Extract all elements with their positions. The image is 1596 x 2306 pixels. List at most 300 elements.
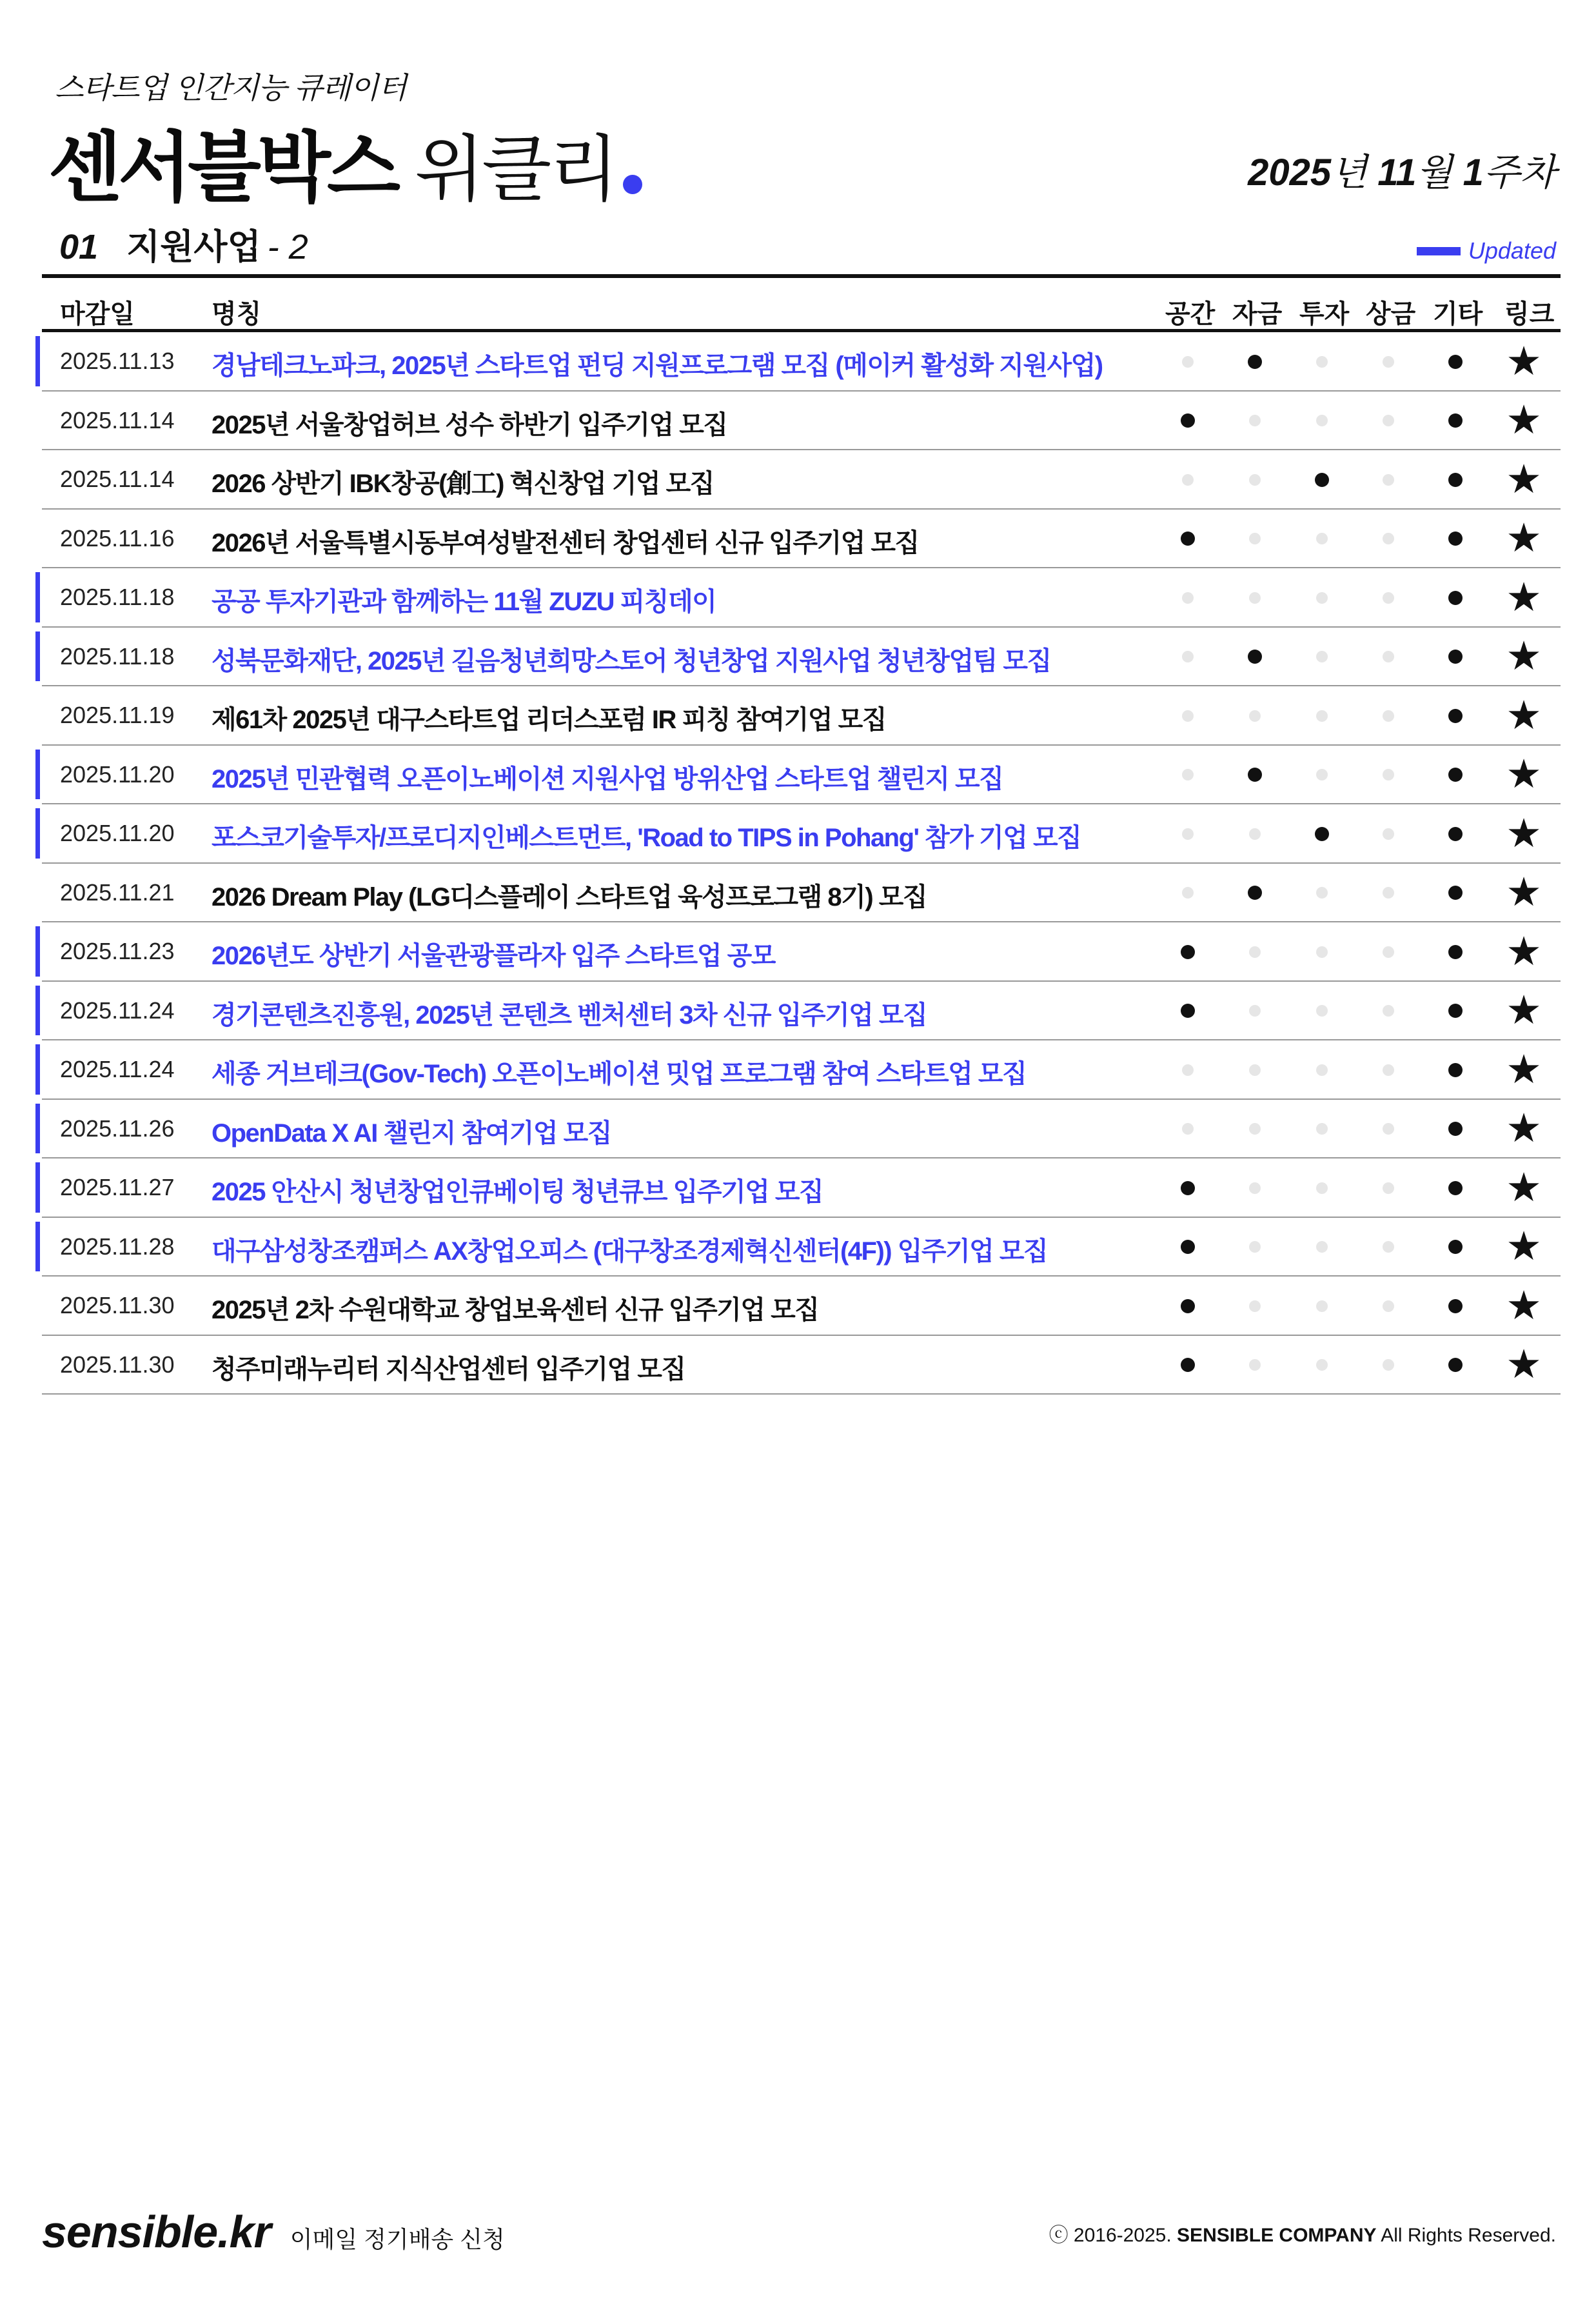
filled-dot-icon: [1181, 532, 1195, 546]
empty-dot-icon: [1182, 474, 1194, 486]
row-deadline: 2025.11.20: [60, 760, 175, 788]
empty-dot-icon: [1316, 1182, 1328, 1194]
row-deadline: 2025.11.18: [60, 584, 175, 610]
star-link-icon[interactable]: ★: [1506, 457, 1542, 502]
star-link-icon[interactable]: ★: [1506, 575, 1542, 620]
row-prize-cell: [1369, 628, 1408, 687]
empty-dot-icon: [1249, 474, 1261, 486]
row-prize-cell: [1369, 392, 1408, 451]
row-invest-cell: [1303, 628, 1341, 687]
empty-dot-icon: [1383, 1005, 1394, 1017]
row-link-cell[interactable]: [1504, 922, 1543, 982]
empty-dot-icon: [1383, 592, 1394, 604]
star-link-icon[interactable]: ★: [1506, 1283, 1542, 1328]
table-row: [42, 568, 1561, 628]
empty-dot-icon: [1383, 1064, 1394, 1076]
table-row: [42, 1158, 1561, 1218]
issue-month: 11: [1377, 152, 1417, 194]
filled-dot-icon: [1181, 1358, 1195, 1372]
row-invest-cell: [1303, 1158, 1341, 1218]
empty-dot-icon: [1316, 356, 1328, 368]
row-etc-cell: [1436, 1040, 1475, 1100]
accent-dot: [623, 175, 642, 194]
row-fund-cell: [1236, 1158, 1274, 1218]
row-link-cell[interactable]: [1504, 1336, 1543, 1395]
row-link-cell[interactable]: [1504, 568, 1543, 628]
empty-dot-icon: [1316, 1241, 1328, 1253]
row-etc-cell: [1436, 450, 1475, 510]
star-link-icon[interactable]: ★: [1506, 1165, 1542, 1210]
row-prize-cell: [1369, 804, 1408, 864]
row-link-cell[interactable]: [1504, 450, 1543, 510]
filled-dot-icon: [1248, 886, 1262, 900]
empty-dot-icon: [1182, 887, 1194, 899]
row-invest-cell: [1303, 1336, 1341, 1395]
issue-year: 2025: [1248, 152, 1332, 194]
filled-dot-icon: [1448, 650, 1463, 664]
row-fund-cell: [1236, 450, 1274, 510]
star-link-icon[interactable]: ★: [1506, 1047, 1542, 1092]
star-link-icon[interactable]: ★: [1506, 1106, 1542, 1151]
row-space-cell: [1168, 804, 1207, 864]
row-space-cell: [1168, 746, 1207, 805]
brand-title: 센서블박스: [48, 126, 397, 211]
row-prize-cell: [1369, 450, 1408, 510]
filled-dot-icon: [1181, 1299, 1195, 1313]
empty-dot-icon: [1316, 1123, 1328, 1135]
row-link-cell[interactable]: [1504, 628, 1543, 687]
row-invest-cell: [1303, 392, 1341, 451]
filled-dot-icon: [1315, 473, 1329, 487]
row-invest-cell: [1303, 1277, 1341, 1336]
empty-dot-icon: [1249, 415, 1261, 426]
table-row: [42, 510, 1561, 569]
masthead: [48, 106, 642, 211]
subscribe-link[interactable]: 이메일 정기배송 신청: [290, 2226, 505, 2252]
row-deadline: 2025.11.14: [60, 466, 175, 492]
row-program-name: 2025년 서울창업허브 성수 하반기 입주기업 모집: [212, 410, 727, 439]
table-row: [42, 450, 1561, 510]
empty-dot-icon: [1383, 1359, 1394, 1371]
filled-dot-icon: [1181, 945, 1195, 959]
empty-dot-icon: [1383, 1182, 1394, 1194]
row-etc-cell: [1436, 1100, 1475, 1159]
row-deadline: 2025.11.24: [60, 1056, 175, 1082]
empty-dot-icon: [1249, 1005, 1261, 1017]
section-number: 01: [59, 228, 99, 266]
row-program-name: 공공 투자기관과 함께하는 11월 ZUZU 피칭데이: [212, 588, 716, 616]
empty-dot-icon: [1383, 533, 1394, 544]
row-invest-cell: [1303, 450, 1341, 510]
empty-dot-icon: [1383, 356, 1394, 368]
filled-dot-icon: [1248, 355, 1262, 369]
row-deadline: 2025.11.26: [60, 1115, 175, 1142]
row-fund-cell: [1236, 982, 1274, 1041]
row-invest-cell: [1303, 332, 1341, 392]
row-link-cell[interactable]: [1504, 1277, 1543, 1336]
row-space-cell: [1168, 1336, 1207, 1395]
filled-dot-icon: [1448, 413, 1463, 428]
row-space-cell: [1168, 1100, 1207, 1159]
empty-dot-icon: [1316, 887, 1328, 899]
row-fund-cell: [1236, 804, 1274, 864]
section-heading: [59, 219, 308, 269]
empty-dot-icon: [1316, 415, 1328, 426]
filled-dot-icon: [1448, 768, 1463, 782]
empty-dot-icon: [1249, 1359, 1261, 1371]
row-link-cell[interactable]: [1504, 1100, 1543, 1159]
filled-dot-icon: [1248, 650, 1262, 664]
empty-dot-icon: [1249, 1241, 1261, 1253]
table-row: [42, 392, 1561, 451]
row-invest-cell: [1303, 982, 1341, 1041]
table-row: [42, 1218, 1561, 1277]
row-fund-cell: [1236, 1100, 1274, 1159]
empty-dot-icon: [1182, 710, 1194, 722]
row-link-cell[interactable]: [1504, 1158, 1543, 1218]
col-deadline: 마감일: [60, 300, 135, 328]
table-row: [42, 922, 1561, 982]
filled-dot-icon: [1181, 1181, 1195, 1195]
row-space-cell: [1168, 392, 1207, 451]
col-prize: 상금: [1366, 300, 1416, 328]
row-program-name: 2025년 2차 수원대학교 창업보육센터 신규 입주기업 모집: [212, 1296, 819, 1324]
row-program-name: 세종 거브테크(Gov-Tech) 오픈이노베이션 밋업 프로그램 참여 스타트업 모집: [212, 1060, 1027, 1088]
filled-dot-icon: [1448, 1063, 1463, 1077]
star-link-icon[interactable]: ★: [1506, 870, 1542, 915]
table-row: [42, 864, 1561, 923]
row-link-cell[interactable]: [1504, 746, 1543, 805]
empty-dot-icon: [1182, 828, 1194, 840]
row-link-cell[interactable]: [1504, 1040, 1543, 1100]
copyright-rights: All Rights Reserved.: [1381, 2225, 1556, 2246]
row-prize-cell: [1369, 982, 1408, 1041]
col-etc: 기타: [1433, 300, 1483, 328]
empty-dot-icon: [1249, 533, 1261, 544]
row-deadline: 2025.11.30: [60, 1351, 175, 1378]
row-program-name: 포스코기술투자/프로디지인베스트먼트, 'Road to TIPS in Pohang' 참가 기업 모집: [212, 824, 1081, 852]
empty-dot-icon: [1316, 1005, 1328, 1017]
star-link-icon[interactable]: ★: [1506, 398, 1542, 443]
row-prize-cell: [1369, 864, 1408, 923]
row-prize-cell: [1369, 686, 1408, 746]
table-row: [42, 686, 1561, 746]
table-body: [42, 332, 1561, 1395]
filled-dot-icon: [1448, 1358, 1463, 1372]
row-invest-cell: [1303, 804, 1341, 864]
row-etc-cell: [1436, 1336, 1475, 1395]
empty-dot-icon: [1249, 710, 1261, 722]
filled-dot-icon: [1448, 355, 1463, 369]
row-fund-cell: [1236, 628, 1274, 687]
row-space-cell: [1168, 568, 1207, 628]
row-invest-cell: [1303, 510, 1341, 569]
empty-dot-icon: [1316, 651, 1328, 662]
site-link[interactable]: sensible.kr: [42, 2207, 271, 2257]
row-space-cell: [1168, 332, 1207, 392]
row-deadline: 2025.11.13: [60, 348, 175, 374]
row-program-name: 경남테크노파크, 2025년 스타트업 펀딩 지원프로그램 모집 (메이커 활성화 지원사업): [212, 352, 1103, 380]
empty-dot-icon: [1316, 1359, 1328, 1371]
table-row: [42, 332, 1561, 392]
row-link-cell[interactable]: [1504, 864, 1543, 923]
filled-dot-icon: [1448, 1122, 1463, 1136]
filled-dot-icon: [1448, 591, 1463, 605]
row-deadline: 2025.11.16: [60, 524, 175, 552]
row-fund-cell: [1236, 1336, 1274, 1395]
row-link-cell[interactable]: [1504, 1218, 1543, 1277]
empty-dot-icon: [1182, 356, 1194, 368]
issue-week: 1: [1463, 152, 1484, 194]
row-deadline: 2025.11.14: [60, 406, 175, 433]
issue-year-suffix: 년: [1331, 152, 1368, 194]
table-header: [42, 274, 1561, 332]
row-prize-cell: [1369, 1277, 1408, 1336]
filled-dot-icon: [1181, 1004, 1195, 1018]
row-program-name: 2026년도 상반기 서울관광플라자 입주 스타트업 공모: [212, 942, 775, 970]
row-invest-cell: [1303, 864, 1341, 923]
row-program-name: 2026년 서울특별시동부여성발전센터 창업센터 신규 입주기업 모집: [212, 528, 919, 557]
row-program-name: 2026 Dream Play (LG디스플레이 스타트업 육성프로그램 8기) 모집: [212, 882, 927, 911]
row-program-name: 성북문화재단, 2025년 길음청년희망스토어 청년창업 지원사업 청년창업팀 모집: [212, 646, 1051, 675]
filled-dot-icon: [1181, 1240, 1195, 1254]
row-space-cell: [1168, 1218, 1207, 1277]
filled-dot-icon: [1448, 1240, 1463, 1254]
row-etc-cell: [1436, 568, 1475, 628]
filled-dot-icon: [1448, 532, 1463, 546]
row-space-cell: [1168, 1040, 1207, 1100]
row-etc-cell: [1436, 922, 1475, 982]
row-space-cell: [1168, 1158, 1207, 1218]
row-program-name: 2026 상반기 IBK창공(創工) 혁신창업 기업 모집: [212, 470, 714, 498]
row-program-name: 2025년 민관협력 오픈이노베이션 지원사업 방위산업 스타트업 챌린지 모집: [212, 764, 1003, 793]
row-deadline: 2025.11.27: [60, 1174, 175, 1200]
row-etc-cell: [1436, 332, 1475, 392]
row-fund-cell: [1236, 864, 1274, 923]
empty-dot-icon: [1182, 592, 1194, 604]
row-prize-cell: [1369, 1158, 1408, 1218]
row-program-name: 대구삼성창조캠퍼스 AX창업오피스 (대구창조경제혁신센터(4F)) 입주기업 모집: [212, 1237, 1048, 1266]
row-space-cell: [1168, 510, 1207, 569]
empty-dot-icon: [1316, 710, 1328, 722]
issue-label: [1248, 142, 1556, 196]
empty-dot-icon: [1249, 1064, 1261, 1076]
row-prize-cell: [1369, 1100, 1408, 1159]
filled-dot-icon: [1448, 1004, 1463, 1018]
row-etc-cell: [1436, 804, 1475, 864]
row-prize-cell: [1369, 746, 1408, 805]
row-prize-cell: [1369, 332, 1408, 392]
row-fund-cell: [1236, 568, 1274, 628]
empty-dot-icon: [1316, 533, 1328, 544]
row-fund-cell: [1236, 1277, 1274, 1336]
row-etc-cell: [1436, 392, 1475, 451]
star-link-icon[interactable]: ★: [1506, 339, 1542, 384]
filled-dot-icon: [1448, 827, 1463, 841]
empty-dot-icon: [1249, 1182, 1261, 1194]
row-invest-cell: [1303, 1040, 1341, 1100]
filled-dot-icon: [1448, 1181, 1463, 1195]
row-program-name: 경기콘텐츠진흥원, 2025년 콘텐츠 벤처센터 3차 신규 입주기업 모집: [212, 1000, 927, 1029]
section-title: 지원사업: [126, 228, 261, 266]
row-prize-cell: [1369, 1218, 1408, 1277]
updated-legend-label: Updated: [1468, 237, 1556, 264]
row-prize-cell: [1369, 1040, 1408, 1100]
row-program-name: 제61차 2025년 대구스타트업 리더스포럼 IR 피칭 참여기업 모집: [212, 706, 886, 734]
copyright: [1049, 2219, 1556, 2247]
empty-dot-icon: [1249, 828, 1261, 840]
row-link-cell[interactable]: [1504, 982, 1543, 1041]
tagline: 스타트업 인간지능 큐레이터: [55, 71, 406, 104]
empty-dot-icon: [1383, 946, 1394, 958]
table-row: [42, 1040, 1561, 1100]
row-fund-cell: [1236, 1040, 1274, 1100]
row-etc-cell: [1436, 628, 1475, 687]
empty-dot-icon: [1249, 1123, 1261, 1135]
row-deadline: 2025.11.28: [60, 1233, 175, 1260]
row-space-cell: [1168, 922, 1207, 982]
empty-dot-icon: [1249, 592, 1261, 604]
row-fund-cell: [1236, 510, 1274, 569]
empty-dot-icon: [1316, 769, 1328, 780]
row-link-cell[interactable]: [1504, 686, 1543, 746]
table-row: [42, 804, 1561, 864]
row-fund-cell: [1236, 686, 1274, 746]
table-row: [42, 1100, 1561, 1159]
row-etc-cell: [1436, 510, 1475, 569]
empty-dot-icon: [1182, 1123, 1194, 1135]
star-link-icon[interactable]: ★: [1506, 1224, 1542, 1269]
empty-dot-icon: [1383, 651, 1394, 662]
col-link: 링크: [1504, 300, 1555, 328]
row-program-name: 청주미래누리터 지식산업센터 입주기업 모집: [212, 1355, 685, 1384]
row-invest-cell: [1303, 922, 1341, 982]
star-link-icon[interactable]: ★: [1506, 929, 1542, 974]
empty-dot-icon: [1383, 887, 1394, 899]
row-etc-cell: [1436, 1277, 1475, 1336]
empty-dot-icon: [1182, 769, 1194, 780]
col-invest: 투자: [1299, 300, 1350, 328]
col-name: 명칭: [212, 300, 262, 328]
table-row: [42, 982, 1561, 1041]
row-deadline: 2025.11.23: [60, 938, 175, 964]
filled-dot-icon: [1448, 945, 1463, 959]
empty-dot-icon: [1182, 651, 1194, 662]
filled-dot-icon: [1448, 886, 1463, 900]
row-program-name: OpenData X AI 챌린지 참여기업 모집: [212, 1118, 611, 1148]
table-row: [42, 746, 1561, 805]
row-invest-cell: [1303, 746, 1341, 805]
footer: [42, 2206, 505, 2258]
issue-month-suffix: 월: [1416, 152, 1453, 194]
empty-dot-icon: [1249, 946, 1261, 958]
filled-dot-icon: [1315, 827, 1329, 841]
row-deadline: 2025.11.21: [60, 879, 175, 906]
row-deadline: 2025.11.18: [60, 642, 175, 670]
col-space: 공간: [1165, 300, 1216, 328]
copyright-prefix: ⓒ 2016-2025.: [1049, 2225, 1172, 2246]
star-link-icon[interactable]: ★: [1506, 516, 1542, 561]
empty-dot-icon: [1182, 1064, 1194, 1076]
row-etc-cell: [1436, 686, 1475, 746]
filled-dot-icon: [1181, 413, 1195, 428]
row-etc-cell: [1436, 746, 1475, 805]
empty-dot-icon: [1383, 415, 1394, 426]
row-invest-cell: [1303, 686, 1341, 746]
row-fund-cell: [1236, 746, 1274, 805]
star-link-icon[interactable]: ★: [1506, 693, 1542, 738]
row-deadline: 2025.11.30: [60, 1292, 175, 1318]
star-link-icon[interactable]: ★: [1506, 988, 1542, 1033]
row-link-cell[interactable]: [1504, 804, 1543, 864]
table-row: [42, 628, 1561, 687]
row-space-cell: [1168, 450, 1207, 510]
filled-dot-icon: [1448, 1299, 1463, 1313]
updated-legend-bar: [1417, 247, 1461, 255]
row-etc-cell: [1436, 1158, 1475, 1218]
row-link-cell[interactable]: [1504, 392, 1543, 451]
row-program-name: 2025 안산시 청년창업인큐베이팅 청년큐브 입주기업 모집: [212, 1178, 823, 1206]
row-link-cell[interactable]: [1504, 332, 1543, 392]
row-invest-cell: [1303, 1100, 1341, 1159]
row-space-cell: [1168, 686, 1207, 746]
star-link-icon[interactable]: ★: [1506, 752, 1542, 797]
filled-dot-icon: [1248, 768, 1262, 782]
row-deadline: 2025.11.20: [60, 820, 175, 846]
row-prize-cell: [1369, 510, 1408, 569]
star-link-icon[interactable]: ★: [1506, 1342, 1542, 1387]
empty-dot-icon: [1249, 1300, 1261, 1312]
program-table: [42, 274, 1561, 1395]
row-fund-cell: [1236, 332, 1274, 392]
row-fund-cell: [1236, 392, 1274, 451]
row-prize-cell: [1369, 568, 1408, 628]
table-row: [42, 1277, 1561, 1336]
empty-dot-icon: [1383, 769, 1394, 780]
empty-dot-icon: [1383, 1241, 1394, 1253]
copyright-company: SENSIBLE COMPANY: [1177, 2225, 1377, 2246]
row-fund-cell: [1236, 1218, 1274, 1277]
row-etc-cell: [1436, 1218, 1475, 1277]
row-space-cell: [1168, 628, 1207, 687]
empty-dot-icon: [1316, 1064, 1328, 1076]
row-link-cell[interactable]: [1504, 510, 1543, 569]
row-invest-cell: [1303, 568, 1341, 628]
table-row: [42, 1336, 1561, 1395]
row-etc-cell: [1436, 982, 1475, 1041]
star-link-icon[interactable]: ★: [1506, 634, 1542, 679]
empty-dot-icon: [1316, 1300, 1328, 1312]
row-deadline: 2025.11.19: [60, 702, 175, 728]
issue-week-suffix: 주차: [1483, 152, 1556, 194]
star-link-icon[interactable]: ★: [1506, 811, 1542, 856]
row-fund-cell: [1236, 922, 1274, 982]
row-invest-cell: [1303, 1218, 1341, 1277]
row-deadline: 2025.11.24: [60, 997, 175, 1024]
row-space-cell: [1168, 1277, 1207, 1336]
row-space-cell: [1168, 982, 1207, 1041]
col-fund: 자금: [1232, 300, 1283, 328]
empty-dot-icon: [1383, 710, 1394, 722]
updated-legend: [1417, 237, 1556, 264]
empty-dot-icon: [1316, 946, 1328, 958]
weekly-title: 위클리: [414, 129, 616, 210]
row-prize-cell: [1369, 922, 1408, 982]
empty-dot-icon: [1383, 1300, 1394, 1312]
section-subtitle: - 2: [267, 228, 308, 266]
empty-dot-icon: [1383, 1123, 1394, 1135]
filled-dot-icon: [1448, 709, 1463, 723]
